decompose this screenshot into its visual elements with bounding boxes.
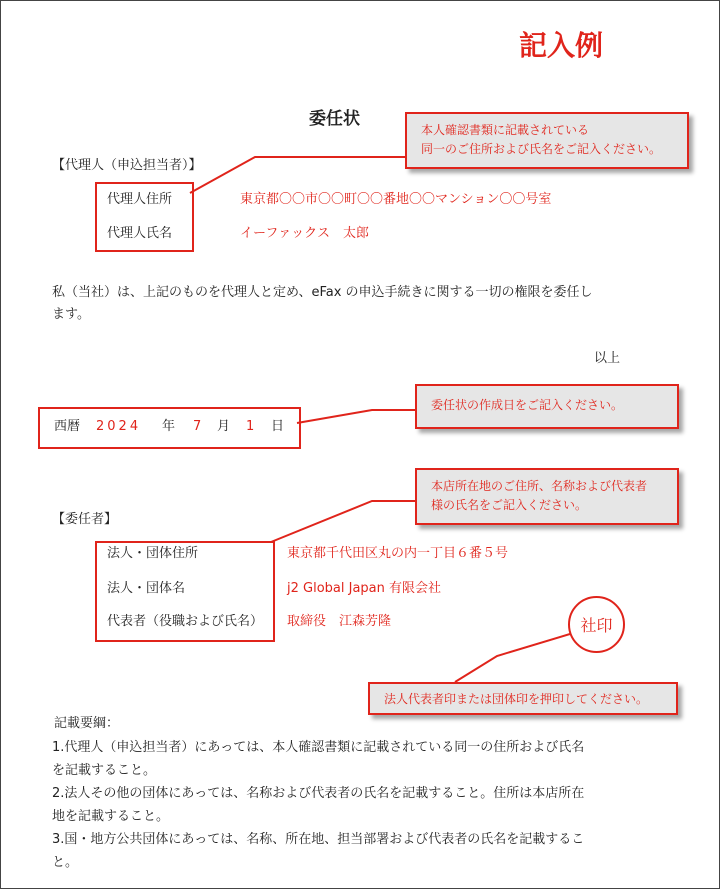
agent-callout-line2: 同一のご住所および氏名をご記入ください。: [421, 142, 662, 156]
agent-name-value: イーファックス 太郎: [240, 226, 369, 241]
date-callout: [415, 384, 679, 429]
principal-section-heading: 【委任者】: [52, 512, 118, 527]
statement-line2: ます。: [52, 307, 90, 322]
principal-callout-line1: 本店所在地のご住所、名称および代表者: [431, 479, 648, 493]
date-day-unit: 日: [271, 419, 285, 434]
document-title: 委任状: [309, 109, 360, 129]
agent-callout-line1: 本人確認書類に記載されている: [421, 123, 590, 137]
corp-address-label: 法人・団体住所: [107, 546, 199, 561]
rep-value: 取締役 江森芳隆: [287, 614, 392, 629]
principal-callout-line2: 様の氏名をご記入ください。: [431, 498, 588, 512]
seal-text: 社印: [580, 616, 613, 635]
note-line: 3.国・地方公共団体にあっては、名称、所在地、担当部署および代表者の氏名を記載するこ: [52, 832, 585, 847]
date-month-unit: 月: [217, 419, 231, 434]
note-line: と。: [52, 855, 79, 870]
date-year-unit: 年: [162, 419, 176, 434]
note-line: 2.法人その他の団体にあっては、名称および代表者の氏名を記載すること。住所は本店所在: [52, 786, 585, 801]
date-month: 7: [193, 419, 202, 434]
closing-text: 以上: [594, 351, 621, 366]
agent-address-value: 東京都〇〇市〇〇町〇〇番地〇〇マンション〇〇号室: [240, 192, 552, 207]
note-line: 1.代理人（申込担当者）にあっては、本人確認書類に記載されている同一の住所および氏名: [52, 740, 585, 755]
statement-line1: 私（当社）は、上記のものを代理人と定め、eFax の申込手続きに関する一切の権限を委任し: [52, 285, 593, 300]
notes-title: 記載要綱：: [54, 716, 120, 731]
corp-name-value: j2 Global Japan 有限会社: [287, 581, 442, 596]
date-year: 2024: [96, 419, 142, 434]
seal-callout-text: 法人代表者印または団体印を押印してください。: [384, 692, 649, 706]
corp-name-label: 法人・団体名: [107, 581, 186, 596]
agent-address-label: 代理人住所: [107, 192, 173, 207]
corp-address-value: 東京都千代田区丸の内一丁目６番５号: [287, 546, 509, 561]
agent-callout: [405, 112, 689, 169]
date-day: 1: [246, 419, 255, 434]
date-era-label: 西暦: [54, 419, 81, 434]
agent-name-label: 代理人氏名: [107, 226, 173, 241]
example-label: 記入例: [519, 29, 604, 62]
company-seal: [568, 596, 625, 653]
rep-label: 代表者（役職および氏名）: [107, 614, 264, 629]
date-callout-text: 委任状の作成日をご記入ください。: [431, 398, 624, 412]
note-line: を記載すること。: [52, 763, 157, 778]
seal-callout: [368, 682, 678, 715]
agent-section-heading: 【代理人（申込担当者）】: [52, 158, 202, 173]
principal-callout: [415, 468, 679, 525]
note-line: 地を記載すること。: [52, 809, 170, 824]
